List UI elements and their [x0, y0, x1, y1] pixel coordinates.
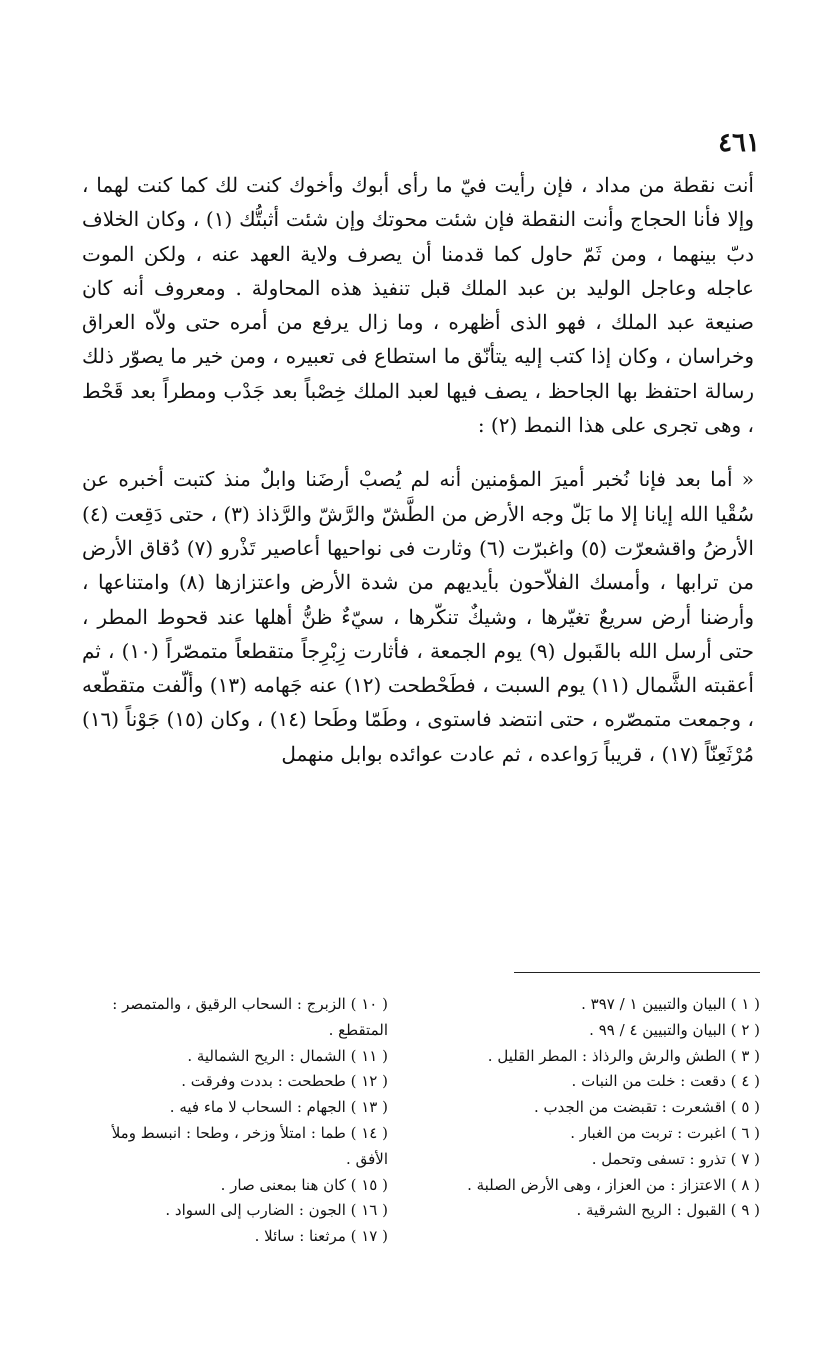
footnote: ( ٦ ) اغبرت : تربت من الغبار . — [570, 1123, 760, 1142]
footnote: ( ١٥ ) كان هنا بمعنى صار . — [220, 1175, 388, 1194]
footnote: ( ٩ ) القبول : الريح الشرقية . — [576, 1201, 760, 1220]
body-paragraph: أنت نقطة من مداد ، فإن رأيت فيّ ما رأى أبوك وأخوك كنت لك كما كنت لهما ، وإلا فأنا الحجاج وأنت النقطة فإن شئت محوتك وإن شئت أثبتُّك (١) ، وكان الخلاف دبّ بينهما ، ومن ثَمّ حاول كما قدمنا أن يصرف ولاية العهد عنه ، ولكن الموت عاجله وعاجل الوليد بن عبد الملك قبل تنفيذ هذه المحاولة . ومعروف أنه كان صنيعة عبد الملك ، فهو الذى أظهره ، وما زال يرفع من أمره حتى ولاّه العراق وخراسان ، وكان إذا كتب إليه يتأنّق ما استطاع فى تعبيره ، ومن خير ما يصوّر ذلك رسالة احتفظ بها الجاحظ ، يصف فيها لعبد الملك خِصْباً بعد جَدْب ومطراً بعد قَحْط ، وهى تجرى على هذا النمط (٢) : — [82, 173, 754, 438]
footnote: ( ١٢ ) طحطحت : بددت وفرقت . — [181, 1072, 388, 1091]
footnote: ( ٨ ) الاعتزاز : من العزاز ، وهى الأرض الصلبة . — [467, 1175, 760, 1194]
footnote: ( ١٤ ) طما : امتلأ وزخر ، وطحا : انبسط وملأ الأفق . — [111, 1123, 388, 1168]
page-number: ٤٦١ — [718, 128, 760, 158]
footnote: ( ٢ ) البيان والتبيين ٤ / ٩٩ . — [589, 1020, 760, 1039]
footnote: ( ١٦ ) الجون : الضارب إلى السواد . — [165, 1201, 388, 1220]
footnote: ( ١٣ ) الجهام : السحاب لا ماء فيه . — [169, 1098, 388, 1117]
footnote: ( ٥ ) اقشعرت : تقبضت من الجدب . — [534, 1098, 760, 1117]
footnotes-left-column — [88, 992, 388, 1250]
footnote: ( ١ ) البيان والتبيين ١ / ٣٩٧ . — [581, 995, 760, 1013]
footnote: ( ١٧ ) مرثعنا : سائلا . — [254, 1227, 388, 1246]
footnotes — [78, 992, 760, 1250]
footnote: ( ٧ ) تذرو : تسفى وتحمل . — [591, 1149, 760, 1168]
footnote: ( ٣ ) الطش والرش والرذاذ : المطر القليل . — [487, 1046, 760, 1065]
footnote: ( ٤ ) دقعت : خلت من النبات . — [571, 1072, 760, 1091]
footnote: ( ١٠ ) الزبرج : السحاب الرقيق ، والمتمصر : المتقطع . — [112, 995, 388, 1039]
footnote-divider — [514, 972, 760, 973]
quoted-letter: « أما بعد فإنا نُخبر أميرَ المؤمنين أنه لم يُصبْ أرضَنا وابلٌ منذ كتبت أخبره عن سُقْيا الله إيانا إلا ما بَلّ وجه الأرض من الطَّشّ والرَّشّ والرَّذاذ (٣) ، حتى دَقِعت (٤) الأرضُ واقشعرّت (٥) واغبرّت (٦) وثارت فى نواحيها أعاصير تَذْرو (٧) دُقاق الأرض من ترابها ، وأمسك الفلاّحون بأيديهم من شدة الأرض واعتزازها (٨) وامتناعها ، وأرضنا أرض سريعٌ تغيّرها ، وشيكٌ تنكّرها ، سيّءٌ ظنُّ أهلها عند قحوط المطر ، حتى أرسل الله بالقَبول (٩) يوم الجمعة ، فأثارت زِبْرِجاً متقطعاً متمصّراً (١٠) ، ثم أعقبته الشَّمال (١١) يوم السبت ، فطَحْطحت (١٢) عنه جَهامه (١٣) وألّفت متقطّعه ، وجمعت متمصّره ، حتى انتضد فاستوى ، وطَمّا وطَحا (١٤) ، وكان (١٥) جَوْناً (١٦) مُرْثَعِنّاً (١٧) ، قريباً رَواعده ، ثم عادت عوائده بوابل منهمل — [82, 467, 755, 766]
footnotes-right-column — [460, 992, 760, 1250]
main-text — [82, 168, 754, 771]
footnote: ( ١١ ) الشمال : الريح الشمالية . — [187, 1046, 388, 1065]
